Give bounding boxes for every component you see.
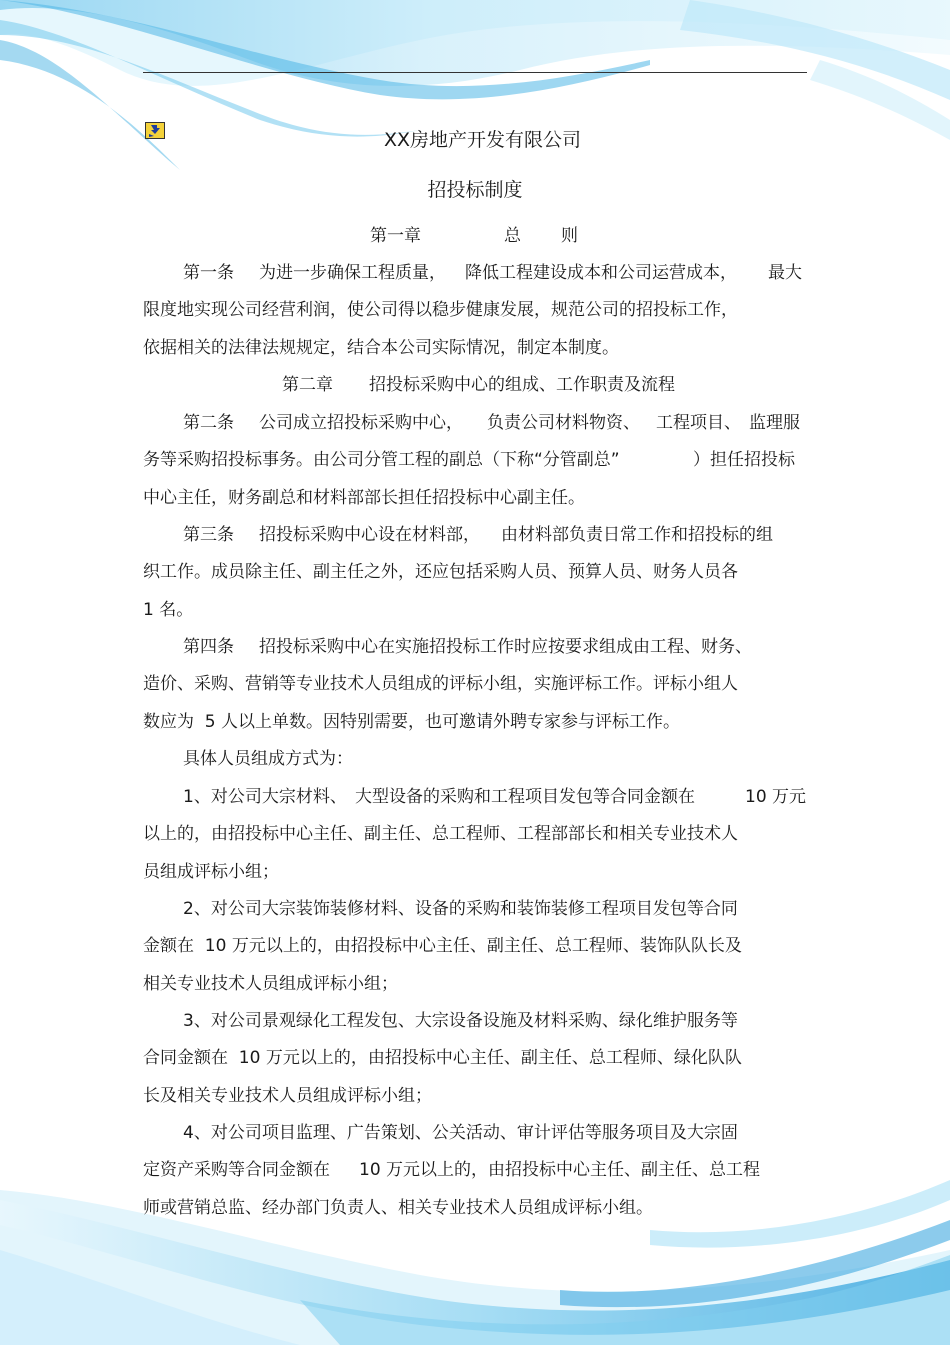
chapter2-title: 招投标采购中心的组成、工作职责及流程 [369, 375, 675, 395]
article1-text: 最大 [768, 263, 802, 283]
article3-text: 1 名。 [143, 600, 194, 620]
article4-text: 造价、采购、营销等专业技术人员组成的评标小组，实施评标工作。评标小组人 [143, 674, 738, 694]
article2-number: 第二条 [183, 413, 234, 433]
chapter1-title-part1: 总 [504, 226, 521, 246]
item4-text: 师或营销总监、经办部门负责人、相关专业技术人员组成评标小组。 [143, 1198, 653, 1218]
article2-text: 务等采购招投标事务。由公司分管工程的副总（下称“分管副总” [143, 450, 620, 470]
article2-text: 监理服 [749, 413, 800, 433]
article1-text: 为进一步确保工程质量， [259, 263, 446, 283]
item3-text: 合同金额在 10 万元以上的，由招投标中心主任、副主任、总工程师、绿化队队 [143, 1048, 742, 1068]
header-rule [143, 72, 807, 73]
article1-text: 降低工程建设成本和公司运营成本， [465, 263, 737, 283]
article3-text: 织工作。成员除主任、副主任之外，还应包括采购人员、预算人员、财务人员各 [143, 562, 738, 582]
item4-text: 10 万元以上的，由招投标中心主任、副主任、总工程 [359, 1160, 761, 1180]
article2-text: 负责公司材料物资、 [487, 413, 640, 433]
item2-text: 2、对公司大宗装饰装修材料、设备的采购和装饰装修工程项目发包等合同 [183, 899, 738, 919]
item1-text: 10 万元 [745, 787, 807, 807]
article3-number: 第三条 [183, 525, 234, 545]
company-name: XX房地产开发有限公司 [383, 129, 582, 151]
item4-text: 4、对公司项目监理、广告策划、公关活动、审计评估等服务项目及大宗固 [183, 1123, 738, 1143]
item1-text: 以上的，由招投标中心主任、副主任、总工程师、工程部部长和相关专业技术人 [143, 824, 738, 844]
item1-text: 大型设备的采购和工程项目发包等合同金额在 [355, 787, 695, 807]
item1-text: 员组成评标小组； [143, 862, 279, 882]
chapter1-title-part2: 则 [561, 226, 578, 246]
article3-text: 招投标采购中心设在材料部， [259, 525, 480, 545]
article4-number: 第四条 [183, 637, 234, 657]
article3-text: 由材料部负责日常工作和招投标的组 [501, 525, 773, 545]
article1-text: 依据相关的法律法规规定，结合本公司实际情况，制定本制度。 [143, 338, 619, 358]
composition-intro: 具体人员组成方式为： [183, 749, 353, 769]
chapter1-label: 第一章 [370, 226, 421, 246]
article2-text: 公司成立招投标采购中心， [259, 413, 463, 433]
article2-text: 工程项目、 [656, 413, 741, 433]
item3-text: 长及相关专业技术人员组成评标小组； [143, 1086, 432, 1106]
item1-text: 1、对公司大宗材料、 [183, 787, 347, 807]
item2-text: 相关专业技术人员组成评标小组； [143, 974, 398, 994]
item4-text: 定资产采购等合同金额在 [143, 1160, 330, 1180]
item2-text: 金额在 10 万元以上的，由招投标中心主任、副主任、总工程师、装饰队队长及 [143, 936, 742, 956]
article2-text: ）担任招投标 [693, 450, 795, 470]
item3-text: 3、对公司景观绿化工程发包、大宗设备设施及材料采购、绿化维护服务等 [183, 1011, 738, 1031]
article2-text: 中心主任，财务副总和材料部部长担任招投标中心副主任。 [143, 488, 585, 508]
article1-number: 第一条 [183, 263, 234, 283]
article4-text: 数应为 5 人以上单数。因特别需要，也可邀请外聘专家参与评标工作。 [143, 712, 681, 732]
article4-text: 招投标采购中心在实施招投标工作时应按要求组成由工程、财务、 [259, 637, 752, 657]
article1-text: 限度地实现公司经营利润，使公司得以稳步健康发展，规范公司的招投标工作， [143, 300, 738, 320]
document-title: 招投标制度 [427, 179, 523, 201]
chapter2-label: 第二章 [282, 375, 333, 395]
